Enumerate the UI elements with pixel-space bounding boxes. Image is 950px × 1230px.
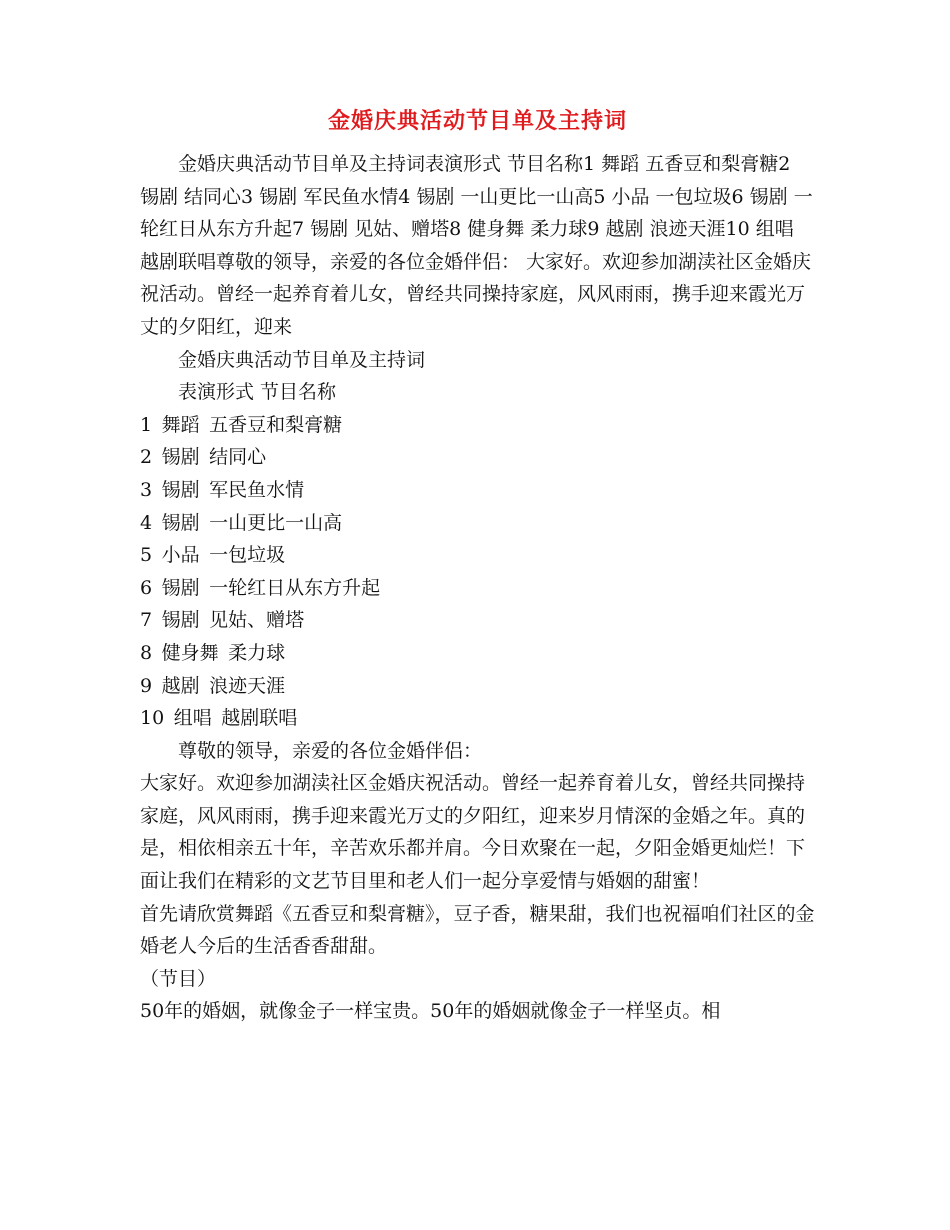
document-title: 金婚庆典活动节目单及主持词 (327, 108, 627, 134)
program-item: 2 锡剧 结同心 (140, 446, 267, 469)
program-item: 4 锡剧 一山更比一山高 (140, 511, 343, 534)
first-show-paragraph: 首先请欣赏舞蹈《五香豆和梨膏糖》，豆子香，糖果甜，我们也祝福咱们社区的金婚老人今后的生活香香甜甜。 (140, 902, 815, 958)
program-item: 8 健身舞 柔力球 (140, 641, 286, 664)
section-heading: 金婚庆典活动节目单及主持词 (178, 348, 426, 371)
program-item: 3 锡剧 军民鱼水情 (140, 478, 305, 501)
program-table-header: 表演形式 节目名称 (178, 381, 337, 404)
program-marker: （节目） (140, 967, 217, 990)
closing-paragraph: 50年的婚姻，就像金子一样宝贵。50年的婚姻就像金子一样坚贞。相 (140, 1000, 721, 1023)
program-item: 6 锡剧 一轮红日从东方升起 (140, 576, 381, 599)
program-item: 7 锡剧 见姑、赠塔 (140, 609, 305, 632)
program-item: 9 越剧 浪迹天涯 (140, 674, 286, 697)
greeting-line: 尊敬的领导，亲爱的各位金婚伴侣： (178, 739, 483, 762)
program-list (140, 409, 815, 735)
program-item: 5 小品 一包垃圾 (140, 544, 286, 567)
program-item: 10 组唱 越剧联唱 (140, 707, 298, 730)
program-item: 1 舞蹈 五香豆和梨膏糖 (140, 413, 343, 436)
summary-paragraph: 金婚庆典活动节目单及主持词表演形式 节目名称1 舞蹈 五香豆和梨膏糖2 锡剧 结同心3 锡剧 军民鱼水情4 锡剧 一山更比一山高5 小品 一包垃圾6 锡剧 一轮红日从东方升起7 锡剧 见姑、赠塔8 健身舞 柔力球9 越剧 浪迹天涯10 组唱 越剧联唱尊敬的领导，亲爱的各位金婚伴侣： 大家好。欢迎参加湖渎社区金婚庆祝活动。曾经一起养育着儿女，曾经共同操持家庭，风风雨雨，携手迎来霞光万丈的夕阳红，迎来 (140, 153, 813, 338)
welcome-paragraph: 大家好。欢迎参加湖渎社区金婚庆祝活动。曾经一起养育着儿女，曾经共同操持家庭，风风雨雨，携手迎来霞光万丈的夕阳红，迎来岁月情深的金婚之年。真的是，相依相亲五十年，辛苦欢乐都并肩。今日欢聚在一起，夕阳金婚更灿烂！下面让我们在精彩的文艺节目里和老人们一起分享爱情与婚姻的甜蜜！ (140, 772, 806, 893)
document-page (140, 104, 815, 1028)
